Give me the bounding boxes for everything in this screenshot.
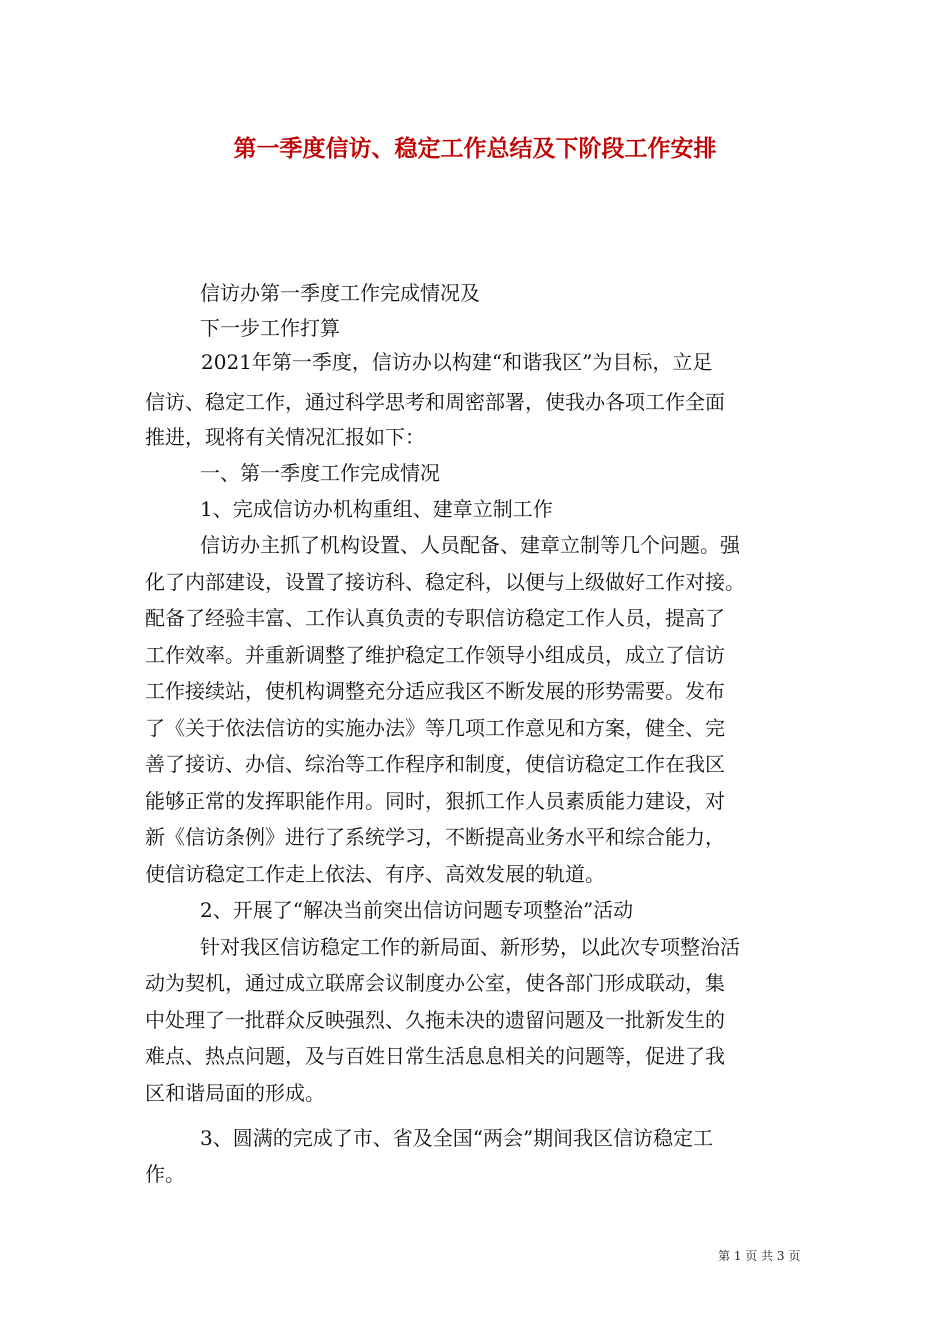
body-line: 作。 xyxy=(145,1162,185,1186)
body-line: 工作接续站，使机构调整充分适应我区不断发展的形势需要。发布 xyxy=(145,679,725,703)
page-title: 第一季度信访、稳定工作总结及下阶段工作安排 xyxy=(233,135,717,162)
body-line: 一、第一季度工作完成情况 xyxy=(200,461,440,485)
body-line: 难点、热点问题，及与百姓日常生活息息相关的问题等，促进了我 xyxy=(145,1044,725,1068)
page-number: 第 1 页 共 3 页 xyxy=(718,1249,801,1263)
body-line: 信访办主抓了机构设置、人员配备、建章立制等几个问题。强 xyxy=(200,533,740,557)
body-line: 2、开展了“解决当前突出信访问题专项整治”活动 xyxy=(200,898,634,922)
body-line: 动为契机，通过成立联席会议制度办公室，使各部门形成联动，集 xyxy=(145,971,725,995)
body-line: 新《信访条例》进行了系统学习，不断提高业务水平和综合能力， xyxy=(145,825,725,849)
body-line: 区和谐局面的形成。 xyxy=(145,1081,325,1105)
body-line: 中处理了一批群众反映强烈、久拖未决的遗留问题及一批新发生的 xyxy=(145,1008,725,1032)
body-line: 化了内部建设，设置了接访科、稳定科，以便与上级做好工作对接。 xyxy=(145,570,745,594)
body-line: 1、完成信访办机构重组、建章立制工作 xyxy=(200,497,553,521)
body-line: 工作效率。并重新调整了维护稳定工作领导小组成员，成立了信访 xyxy=(145,643,725,667)
body-line: 了《关于依法信访的实施办法》等几项工作意见和方案，健全、完 xyxy=(145,716,725,740)
body-line: 能够正常的发挥职能作用。同时，狠抓工作人员素质能力建设，对 xyxy=(145,789,725,813)
body-line: 3、圆满的完成了市、省及全国“两会”期间我区信访稳定工 xyxy=(200,1126,714,1150)
body-line: 使信访稳定工作走上依法、有序、高效发展的轨道。 xyxy=(145,862,605,886)
body-line: 2021年第一季度，信访办以构建“和谐我区”为目标，立足 xyxy=(201,350,713,374)
body-line: 信访办第一季度工作完成情况及 xyxy=(200,281,480,305)
body-line: 善了接访、办信、综治等工作程序和制度，使信访稳定工作在我区 xyxy=(145,752,725,776)
body-line: 针对我区信访稳定工作的新局面、新形势，以此次专项整治活 xyxy=(200,935,740,959)
body-line: 信访、稳定工作，通过科学思考和周密部署，使我办各项工作全面 xyxy=(145,390,725,414)
body-line: 配备了经验丰富、工作认真负责的专职信访稳定工作人员，提高了 xyxy=(145,606,725,630)
body-line: 下一步工作打算 xyxy=(200,316,340,340)
body-line: 推进，现将有关情况汇报如下： xyxy=(145,425,425,449)
